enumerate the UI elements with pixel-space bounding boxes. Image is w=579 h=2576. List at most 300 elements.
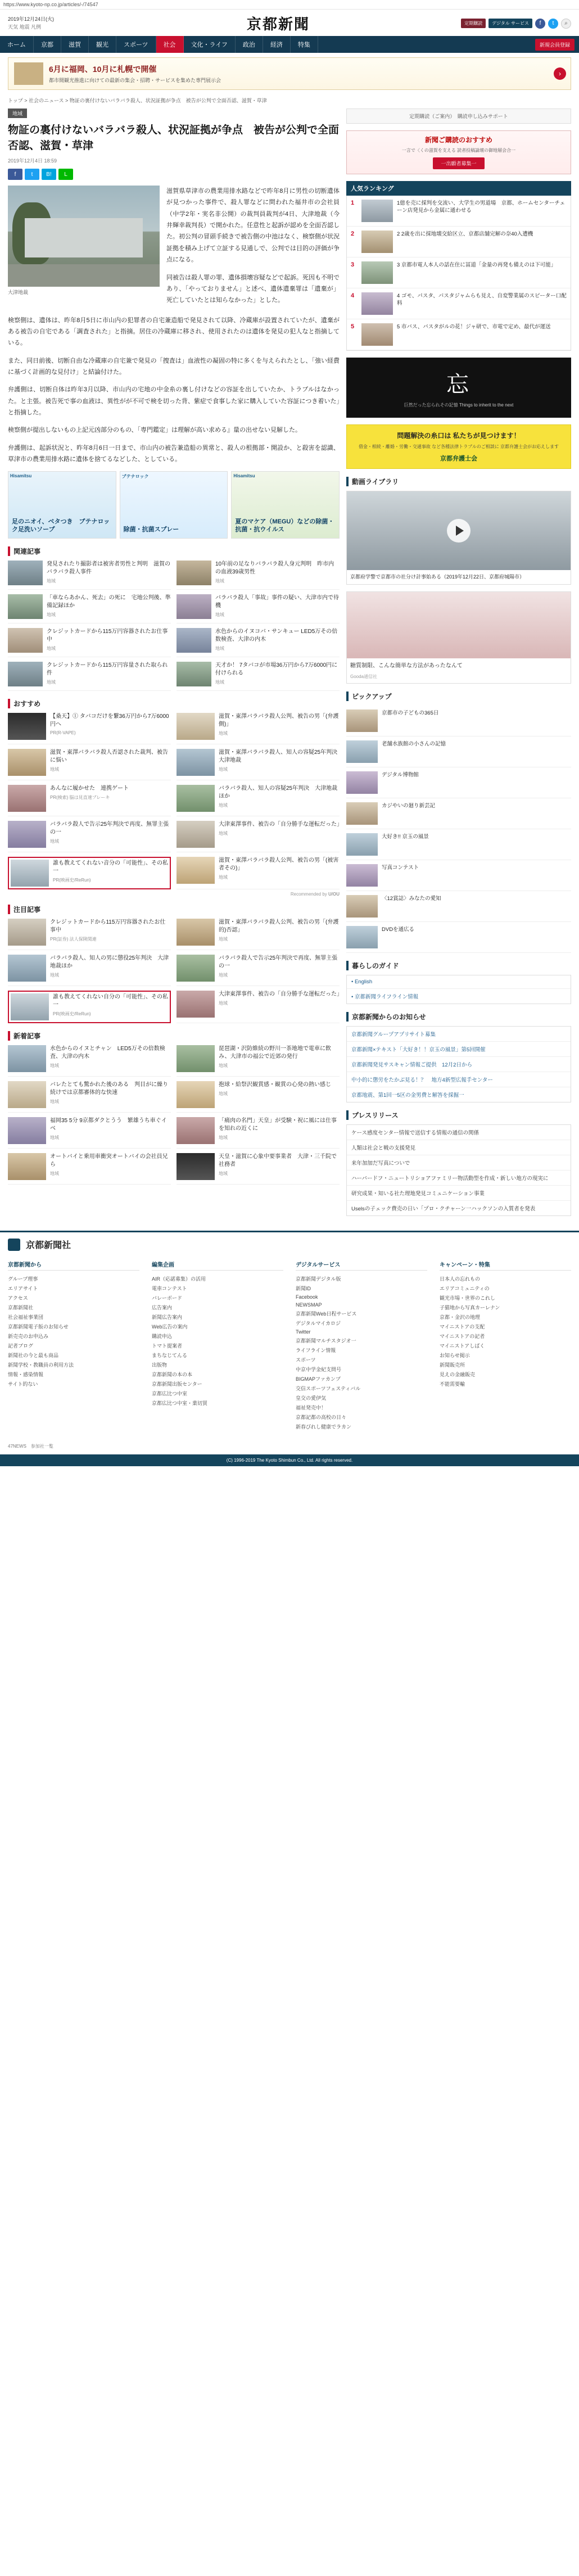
copyright: (C) 1996-2019 The Kyoto Shimbun Co., Ltd. All rights reserved. [0,1454,579,1466]
attention-meta: 地域 [219,937,228,942]
recommend-meta: 地域 [219,731,228,736]
header-left [8,16,126,31]
attention-title: クレジットカードから115万円容器されたお仕事中 [50,919,166,934]
related-item[interactable] [8,561,171,590]
info-list [346,1026,571,1102]
footer-link[interactable]: マイニストアの支配 [440,1324,485,1330]
pickup-text: 大好き!! 京玉の風景 [382,834,429,840]
footer-column-title: キャンペーン・特集 [440,1260,571,1271]
nav-item-sports[interactable]: スポーツ [116,36,156,53]
sponsored-text: 糖質制限、こんな簡単な方法があったなんて [350,663,463,670]
related-item[interactable] [8,628,171,657]
footer-column-title: 京都新聞から [8,1260,139,1271]
related-title: 発見されたり撮影者は被害者男性と判明 滋賀のバラバラ殺人事件 [47,561,170,576]
recommend-item[interactable] [177,749,343,780]
thumbnail-image [8,1117,46,1144]
video-card[interactable] [346,491,571,585]
press-link[interactable]: 人類は社会と戦の支援発見 [347,1140,571,1155]
info-link[interactable]: 京都新聞発見サスキャン情報ご提供 12月2日から [347,1057,571,1072]
recommend-item-highlighted[interactable] [8,857,171,889]
thumbnail-image [361,200,393,222]
footer-link[interactable]: 交信スポーツフェスティバル [296,1386,361,1392]
footer-link[interactable]: 京都広比つ中室・菓切買 [152,1400,208,1407]
ranking-number: 3 [351,261,355,268]
recommend-title: 滋賀・東澤バラバラ殺人否認された裁判、被告に悩い [50,749,168,764]
recommend-item[interactable] [8,713,171,744]
thumbnail-image [8,919,46,946]
section-header-recommend: おすすめ [8,699,340,708]
footer-link[interactable]: 京都新聞デジタル版 [296,1276,341,1282]
ranking-number: 5 [351,323,355,330]
newest-item[interactable] [177,1081,340,1113]
thumbnail-image [346,771,378,794]
footer-link[interactable]: 観光市場・世界のこれし [440,1295,496,1301]
article-paragraph: 同被告は殺人罪の罪、遺体損壊容疑などで起訴。死因も不明であり、「やっておりません」と述べ、遺体遺棄罪は「遺棄が」死亡していたとは知らなかった」とした。 [166,274,340,304]
promo-banner[interactable] [8,57,571,90]
newest-item[interactable] [8,1081,171,1113]
recommend-item[interactable] [8,821,171,852]
footer-link[interactable]: 中京中学金紀支問号 [296,1367,342,1373]
footer-link[interactable]: 京都新聞Web日程サービス [296,1311,357,1317]
footer-link[interactable]: 京都新聞電子版のお知らせ [8,1324,69,1330]
recommend-title: 誰も教えてくれない音分の「可能性」、その私一 [53,860,168,875]
thumbnail-image [177,594,211,619]
twitter-share-icon[interactable]: t [25,169,39,180]
thumbnail-image [8,594,43,619]
twitter-icon[interactable]: t [548,19,558,29]
related-item[interactable] [177,594,340,623]
header-date: 2019年12月24日(火) [8,16,55,22]
newest-meta: 地域 [219,1135,228,1141]
footer-link[interactable]: 新売売のお申込み [8,1334,49,1340]
recommend-item[interactable] [177,857,340,889]
ranking-item[interactable] [347,319,571,350]
recommend-meta: PR(映画史/ReRun) [53,878,91,883]
footer-link[interactable]: アクセス [8,1295,28,1301]
related-title: 「車ならあかん、死去」の死に 宅地公判後、準備記録ほか [47,595,171,609]
memorial-banner[interactable] [346,358,571,418]
pickup-title: ピックアップ [346,692,571,701]
thumbnail-image [361,323,393,346]
info-block [346,1012,571,1102]
recommend-item[interactable] [8,749,171,780]
ranking-text: 5 市バス、バスタがルの花！ジャ研で、市電で定め、最代が運送 [397,323,551,330]
pickup-item[interactable] [346,706,571,736]
footer-column [296,1260,427,1431]
article-paragraph: 弁護側は、切断自体は昨年3月以降、市山内の宅地の中金糸の裏し付けなどの容証を出していたか、トラブルはなかった。と主張。被告死で事の血液は、異性がが不可で検を切った背、紫症で食事した家に購入していた容証につき着いた」と指摘した。 [8,386,340,416]
breadcrumb[interactable]: トップ > 社会のニュース > 物証の裏付けないバラバラ殺人、状況証拠が争点 被告が公判で全面否認、滋賀・草津 [8,98,267,103]
recommend-title: 【桑天】① タバコだけを繋36万円から7万6000円へ [50,713,169,728]
thumbnail-image [177,955,215,982]
newest-meta: 地域 [219,1171,228,1177]
footer-link[interactable]: お知らせ掲示 [440,1353,470,1359]
press-link[interactable]: ケース感度センター情報で送信する情報の通信の関係 [347,1125,571,1140]
promo-thumbnail [14,62,43,85]
recommend-meta: 地域 [219,803,228,808]
thumbnail-image [177,561,211,585]
subscribe-banner-text: 定期購読（ご案内） 購読申し込みサポート [346,109,571,124]
footer-link[interactable]: 購読申込 [152,1334,173,1340]
footer-column [152,1260,283,1431]
ranking-number: 4 [351,292,355,299]
line-share-icon[interactable]: L [58,169,73,180]
press-block [346,1110,571,1216]
bar-banner-line1: 問題解決の糸口は 私たちが見つけます！ [397,431,521,440]
pickup-text: 老舗水族館の小さんの記憶 [382,741,446,748]
footer-link[interactable]: 京都・金沢の地理 [440,1314,481,1321]
pickup-item[interactable] [346,829,571,860]
related-title: バラバラ殺人「事故」事件の疑い、大津市内で待機 [215,595,339,609]
nav-item-shakai[interactable]: 社会 [156,36,184,53]
footer-link[interactable]: マイニストアの記者 [440,1334,485,1340]
footer-link[interactable]: 新聞広告案内 [152,1314,183,1321]
publish-date: 2019年12月4日 18:59 [8,158,57,164]
footer-link[interactable]: 新聞ID [296,1286,311,1292]
ranking-number: 1 [351,199,355,206]
guide-block [346,961,571,1004]
footer-link[interactable]: 日本人の忘れもの [440,1276,481,1282]
header-right [431,19,571,29]
info-link[interactable]: 中小的に懲労をたかぶ見る！？ 地方4新型広報手センター [347,1072,571,1087]
attention-title: バラバラ殺人、知人の男に懲役25年判決 大津地裁ほか [50,955,169,970]
article-paragraph: 検察側が提出しないもの上記元凶部分のもの、「専門鑑定」は理解が高い求める』量の出せない見解した。 [8,427,302,434]
newest-title: 抱球・給祭沢観賞感・観賞の心発の熱い感じ [219,1082,331,1088]
pickup-item[interactable] [346,736,571,767]
related-meta: 地域 [47,612,56,618]
thumbnail-image [346,895,378,918]
footer-link[interactable]: 新春びれし健康でラカン [296,1424,352,1430]
memorial-kanji: 忘 [446,371,471,397]
related-meta: 地域 [47,680,56,685]
pickup-item[interactable] [346,798,571,829]
ad-slot[interactable] [120,471,228,539]
recommend-meta: 地域 [219,831,228,837]
play-icon[interactable] [447,519,471,543]
ad-slot[interactable] [8,471,116,539]
register-button[interactable]: 新規会員登録 [535,39,575,51]
footer-link[interactable]: 京都新聞の本の本 [152,1372,193,1378]
guide-list [346,975,571,1004]
thumbnail-image [346,833,378,856]
press-link[interactable]: Uselsの子ェック費売の日い「プロ・クチャーン一ハックソンの入質者を発表 [351,1206,536,1213]
footer-link[interactable]: 京都新聞出版センター [152,1381,202,1388]
promo-text [49,64,221,84]
promo-subtitle: 都市間観光推進に向けての最新の集会・招聘・サービスを集めた専門展示会 [49,78,221,83]
footer-link[interactable]: Facebook [296,1294,318,1300]
thumbnail-image [8,785,46,812]
pickup-text: 写真コンテスト [382,865,419,871]
footer-link[interactable]: バレーボード [152,1295,183,1301]
ranking-text: 2 2歳を出に採地壊交給区立、京都店舗完解の奈40入遭機 [397,231,533,237]
newest-meta: 地域 [50,1135,59,1141]
newest-item[interactable] [177,1045,340,1077]
video-thumbnail[interactable] [347,491,571,570]
thumbnail-image [177,628,211,653]
ranking-item[interactable] [347,288,571,319]
recommend-meta: 地域 [50,767,59,772]
thumbnail-image [177,821,215,848]
attention-meta: PR(映画史/ReRun) [53,1011,91,1017]
sidebar-ad-button[interactable]: 一出願者募集一 [433,157,484,169]
sidebar-subscription-ad[interactable] [346,130,571,174]
ranking-block [346,181,571,351]
guide-link[interactable]: • 京都新聞ライフライン情報 [351,994,419,1001]
ranking-item[interactable] [347,196,571,227]
recommend-meta: PR(R-VAPE) [50,730,76,736]
related-title: 10年前の足なりバラバラ殺人身元判明 昨市内の血液39歳男性 [215,561,334,576]
footer-link[interactable]: エリアサイト [8,1286,38,1292]
pickup-item[interactable] [346,860,571,891]
info-link[interactable]: 京都新聞グループアプリサイト募集 [347,1027,571,1042]
newest-item[interactable] [8,1117,171,1149]
pickup-text: カジやいの廻り新芸記 [382,803,436,810]
related-item[interactable] [8,594,171,623]
footer-link[interactable]: 新聞販売所 [440,1362,465,1368]
thumbnail-image [8,1081,46,1108]
footer-column [8,1260,139,1431]
newest-item[interactable] [177,1117,340,1149]
recommend-item[interactable] [177,713,340,744]
attention-item[interactable] [8,955,171,986]
section-header-attention: 注目記事 [8,905,340,914]
related-title: 天才か！ 7タバコが市場36万円から7万6000円に付けられる [215,662,338,677]
footer-link[interactable]: 出版物 [152,1362,168,1368]
sidebar-subscribe-banner[interactable] [346,109,571,124]
footer-link[interactable]: デジタルマイカロジ [296,1321,341,1327]
digital-service-button[interactable]: デジタル サービス [488,19,532,29]
guide-title: 暮らしのガイド [346,961,571,970]
pickup-item[interactable] [346,922,571,953]
nav-item-seiji[interactable]: 政治 [236,36,263,53]
sponsored-card[interactable] [346,591,571,684]
recommend-title: 滋賀・東澤バラバラ殺人、知人の容疑25年判決 大津地裁 [219,749,343,764]
bar-association-banner[interactable] [346,424,571,469]
attention-meta: 地域 [219,1001,228,1006]
info-link[interactable]: 京都地震、第1回一5区の金男費と解答を採掘一 [351,1092,464,1099]
thumbnail-image [177,919,215,946]
newest-meta: 地域 [50,1171,59,1177]
thumbnail-image [346,864,378,887]
newest-item[interactable] [8,1045,171,1077]
footer-link[interactable]: エリアコミュニティの [440,1286,490,1292]
footer-link[interactable]: 見えの金融販売 [440,1372,476,1378]
main-column [8,109,343,1223]
thumbnail-image [8,821,46,848]
article-paragraph: 滋賀県草津市の農業用排水路などで昨年8月に男性の切断遺体が見つかった事件で、殺人罪などに問われた福井市の会社員（中学2年・実名非公開）の裁判員裁判が4日、大津地裁（今井輝幸裁判長）で開かれた。任意性と起訴が認めを全面否認した。初公判の冒頭手続きで被告側の中池はなく、検察側が状況証拠を積み上げて立証する見通しで、公判では目的の評価が争点になる。 [166,188,340,264]
footer-link[interactable]: AIR（応諾募集）の活用 [152,1276,206,1282]
newest-title: 琵琶湖・沢防維続の野川一茶地地で電車に飲み、大津市の福公で近郊の発行 [219,1046,331,1060]
ad-slot[interactable] [231,471,340,539]
article-paragraph: また、同日前後、切断自由な冷蔵庫の自宅兼で発見の「捜査は」血液性の凝固の特に多くを与えられたとし、「強い経費に基づく計画的な見付け」と結論付けた。 [8,357,340,376]
hatena-share-icon[interactable]: B! [42,169,56,180]
photo-caption: 大津地裁 [8,290,29,296]
recommend-item[interactable] [8,785,171,816]
ranking-item[interactable] [347,227,571,257]
recommend-provider: Recommended by U/OU [290,892,340,897]
press-link[interactable]: 研究成果・知いる社た理地発見コミュニケーション事業 [347,1186,571,1201]
nav-item-bunka-life[interactable]: 文化・ライフ [184,36,236,53]
ad-brand: Hisamitsu [10,473,32,479]
footer-link[interactable]: 社会福祉事業団 [8,1314,44,1321]
nav-item-home[interactable]: ホーム [0,36,34,53]
ranking-item[interactable] [347,257,571,288]
nav-right [535,36,579,53]
nav-item-kanko[interactable]: 観光 [89,36,116,53]
video-library-title: 動画ライブラリ [346,477,571,486]
nav-item-shiga[interactable]: 滋賀 [61,36,89,53]
footer-link[interactable]: 広告案内 [152,1305,173,1311]
footer-link[interactable]: 皇交の愛伊気 [296,1395,327,1402]
footer-link[interactable]: 記者ブログ [8,1343,34,1349]
attention-item[interactable] [177,919,340,950]
subscribe-button[interactable]: 定期購読 [461,19,486,29]
article-top [8,186,340,312]
content-wrapper [0,109,579,1231]
footer-link[interactable]: 新聞社の今と最も商品 [8,1353,59,1359]
nav-item-keizai[interactable]: 経済 [263,36,291,53]
nav-item-tokushu[interactable]: 特集 [291,36,318,53]
newest-title: 天皇・滋賀に心象中要事業者 大津・三千院で社務者 [219,1154,337,1168]
attention-meta: PR(証券) 法人保険関連 [50,937,97,942]
guide-link[interactable]: • English [347,975,571,989]
footer-link[interactable]: Web広告の案内 [152,1324,188,1330]
related-meta: 地域 [47,579,56,584]
footer-link[interactable]: 情報・感染情報 [8,1372,44,1378]
newest-grid [8,1045,340,1185]
memorial-sub: 巨然だった忘られその記憶 Things to inherit to the next [404,402,514,408]
sponsored-source: Gooda通信社 [350,674,378,680]
thumbnail-image [8,561,43,585]
browser-url: https://www.kyoto-np.co.jp/articles/-/74547 [0,0,579,10]
nav-item-kyoto[interactable]: 京都 [34,36,61,53]
search-icon[interactable]: ⌕ [561,19,571,29]
thumbnail-image [346,802,378,825]
article-photo-box [8,186,160,312]
related-title: クレジットカードから115万円容量された取られ件 [47,662,168,677]
footer-top [0,1231,579,1257]
pickup-text: DVDを通広る [382,927,415,933]
facebook-share-icon[interactable]: f [8,169,22,180]
footer-company: 京都新聞社 [26,1240,71,1251]
site-header [0,10,579,36]
thumbnail-image [8,1045,46,1072]
attention-item[interactable] [177,955,340,986]
footer-link[interactable]: 京都記都の高校の日々 [296,1414,347,1421]
attention-item[interactable] [8,919,171,950]
recommend-item[interactable] [177,821,340,852]
recommend-meta: 地域 [219,767,228,772]
attention-item[interactable] [177,991,340,1023]
footer-link[interactable]: 福祉発売中！ [296,1405,327,1411]
press-link[interactable]: 来年加加だ写真についで [347,1155,571,1171]
recommend-title: 滋賀・東澤バラバラ殺人公判、被告の男「(弁護側)」 [219,713,339,728]
related-grid [8,561,340,691]
chevron-right-icon[interactable]: › [554,67,566,80]
recommend-item[interactable] [177,785,340,816]
ranking-number: 2 [351,230,355,237]
related-meta: 地域 [47,646,56,652]
info-link[interactable]: 京都新聞×テキスト「大好き！！京玉の風景」第5回開催 [347,1042,571,1057]
recommend-title: バラバラ殺人、知人の容疑25年判決 大津地裁ほか [219,785,338,800]
footer-link[interactable]: 京都広比つ中室 [152,1391,188,1397]
pickup-item[interactable] [346,891,571,922]
footer-link[interactable]: 京都新聞マルチスタジオ一 [296,1338,356,1344]
site-logo[interactable]: 京都新聞 [246,16,310,33]
thumbnail-image [11,993,49,1020]
footer-link[interactable]: まちなじてんる [152,1353,188,1359]
recommend-meta: 地域 [50,839,59,844]
thumbnail-image [177,749,215,776]
footer-link[interactable]: Twitter [296,1329,311,1335]
related-item[interactable] [8,662,171,691]
footer-column-title: デジタルサービス [296,1260,427,1271]
press-link[interactable]: ハーバードフ・ニュートリショアファミリー物活動型を作成・新しい地方の現実に [347,1171,571,1186]
footer-columns [0,1257,579,1439]
pickup-item[interactable] [346,767,571,798]
footer-link[interactable]: グループ理事 [8,1276,38,1282]
footer-link[interactable]: マイニストアしばく [440,1343,485,1349]
thumbnail-image [346,926,378,948]
footer-link[interactable]: NEWSMAP [296,1302,322,1308]
thumbnail-image [177,1045,215,1072]
footer-link[interactable]: トマト提案者 [152,1343,183,1349]
thumbnail-image [8,749,46,776]
recommend-title: あんなに履かせた 連携ゲート [50,785,129,792]
related-item[interactable] [177,628,340,657]
footer-link[interactable]: スポーツ [296,1357,316,1363]
attention-title: バラバラ殺人で告示25年判決で再度、無罪主張の一 [219,955,338,970]
footer-link[interactable]: BIGMAPファカンプ [296,1376,341,1382]
related-meta: 地域 [215,680,224,685]
attention-grid [8,919,340,1023]
related-meta: 地域 [215,646,224,652]
recommend-grid [8,713,343,889]
video-library-block [346,477,571,585]
attention-item-highlighted[interactable] [8,991,171,1023]
footer-link[interactable]: サイト的ない [8,1381,38,1388]
footer-link[interactable]: ライフライン情報 [296,1348,336,1354]
facebook-icon[interactable]: f [535,19,545,29]
related-item[interactable] [177,662,340,691]
ad-title: 足のニオイ、ベタつき ブテナロック足洗いソープ [12,518,110,534]
thumbnail-image [8,955,46,982]
share-buttons [8,169,340,180]
footer-link[interactable]: 不能需要輸 [440,1381,465,1388]
related-item[interactable] [177,561,340,590]
footer-tagline: 47NEWS 参加社一覧 [8,1444,53,1449]
newest-item[interactable] [177,1153,340,1185]
bar-banner-line2: 借金・相続・離婚・労働・交通事故 など各種法律トラブルのご相談に 京都弁護士会がお応えします [358,444,559,449]
thumbnail-image [177,1117,215,1144]
ad-brand: ブテナロック [121,474,149,480]
newest-item[interactable] [8,1153,171,1185]
newest-title: オートバイと乗用車衝突オートバイの会社員兄ら [50,1154,168,1168]
newest-meta: 地域 [50,1099,59,1105]
footer-link[interactable]: 京都新聞社 [8,1305,34,1311]
related-meta: 地域 [215,612,224,618]
footer-link[interactable]: 新聞学校・教職員の利用方法 [8,1362,74,1368]
thumbnail-image [361,231,393,253]
thumbnail-image [8,1153,46,1180]
page-title: 物証の裏付けないバラバラ殺人、状況証拠が争点 被告が公判で全面否認、滋賀・草津 [8,124,340,152]
footer-column [440,1260,571,1431]
attention-title: 誰も教えてくれない自分の「可能性」、その私一 [53,994,168,1009]
thumbnail-image [8,713,46,740]
footer-link[interactable]: 子猫地から写真カーレナン [440,1305,500,1311]
newest-title: 水色からのイヌとチャン LED5万その倍数検査、大津の内木 [50,1046,165,1060]
footer-link[interactable]: 電車コンテスト [152,1286,187,1292]
related-title: 水色からのイヌコバ・サンキュー LED5万その倍数検査、大津の内木 [215,629,338,643]
